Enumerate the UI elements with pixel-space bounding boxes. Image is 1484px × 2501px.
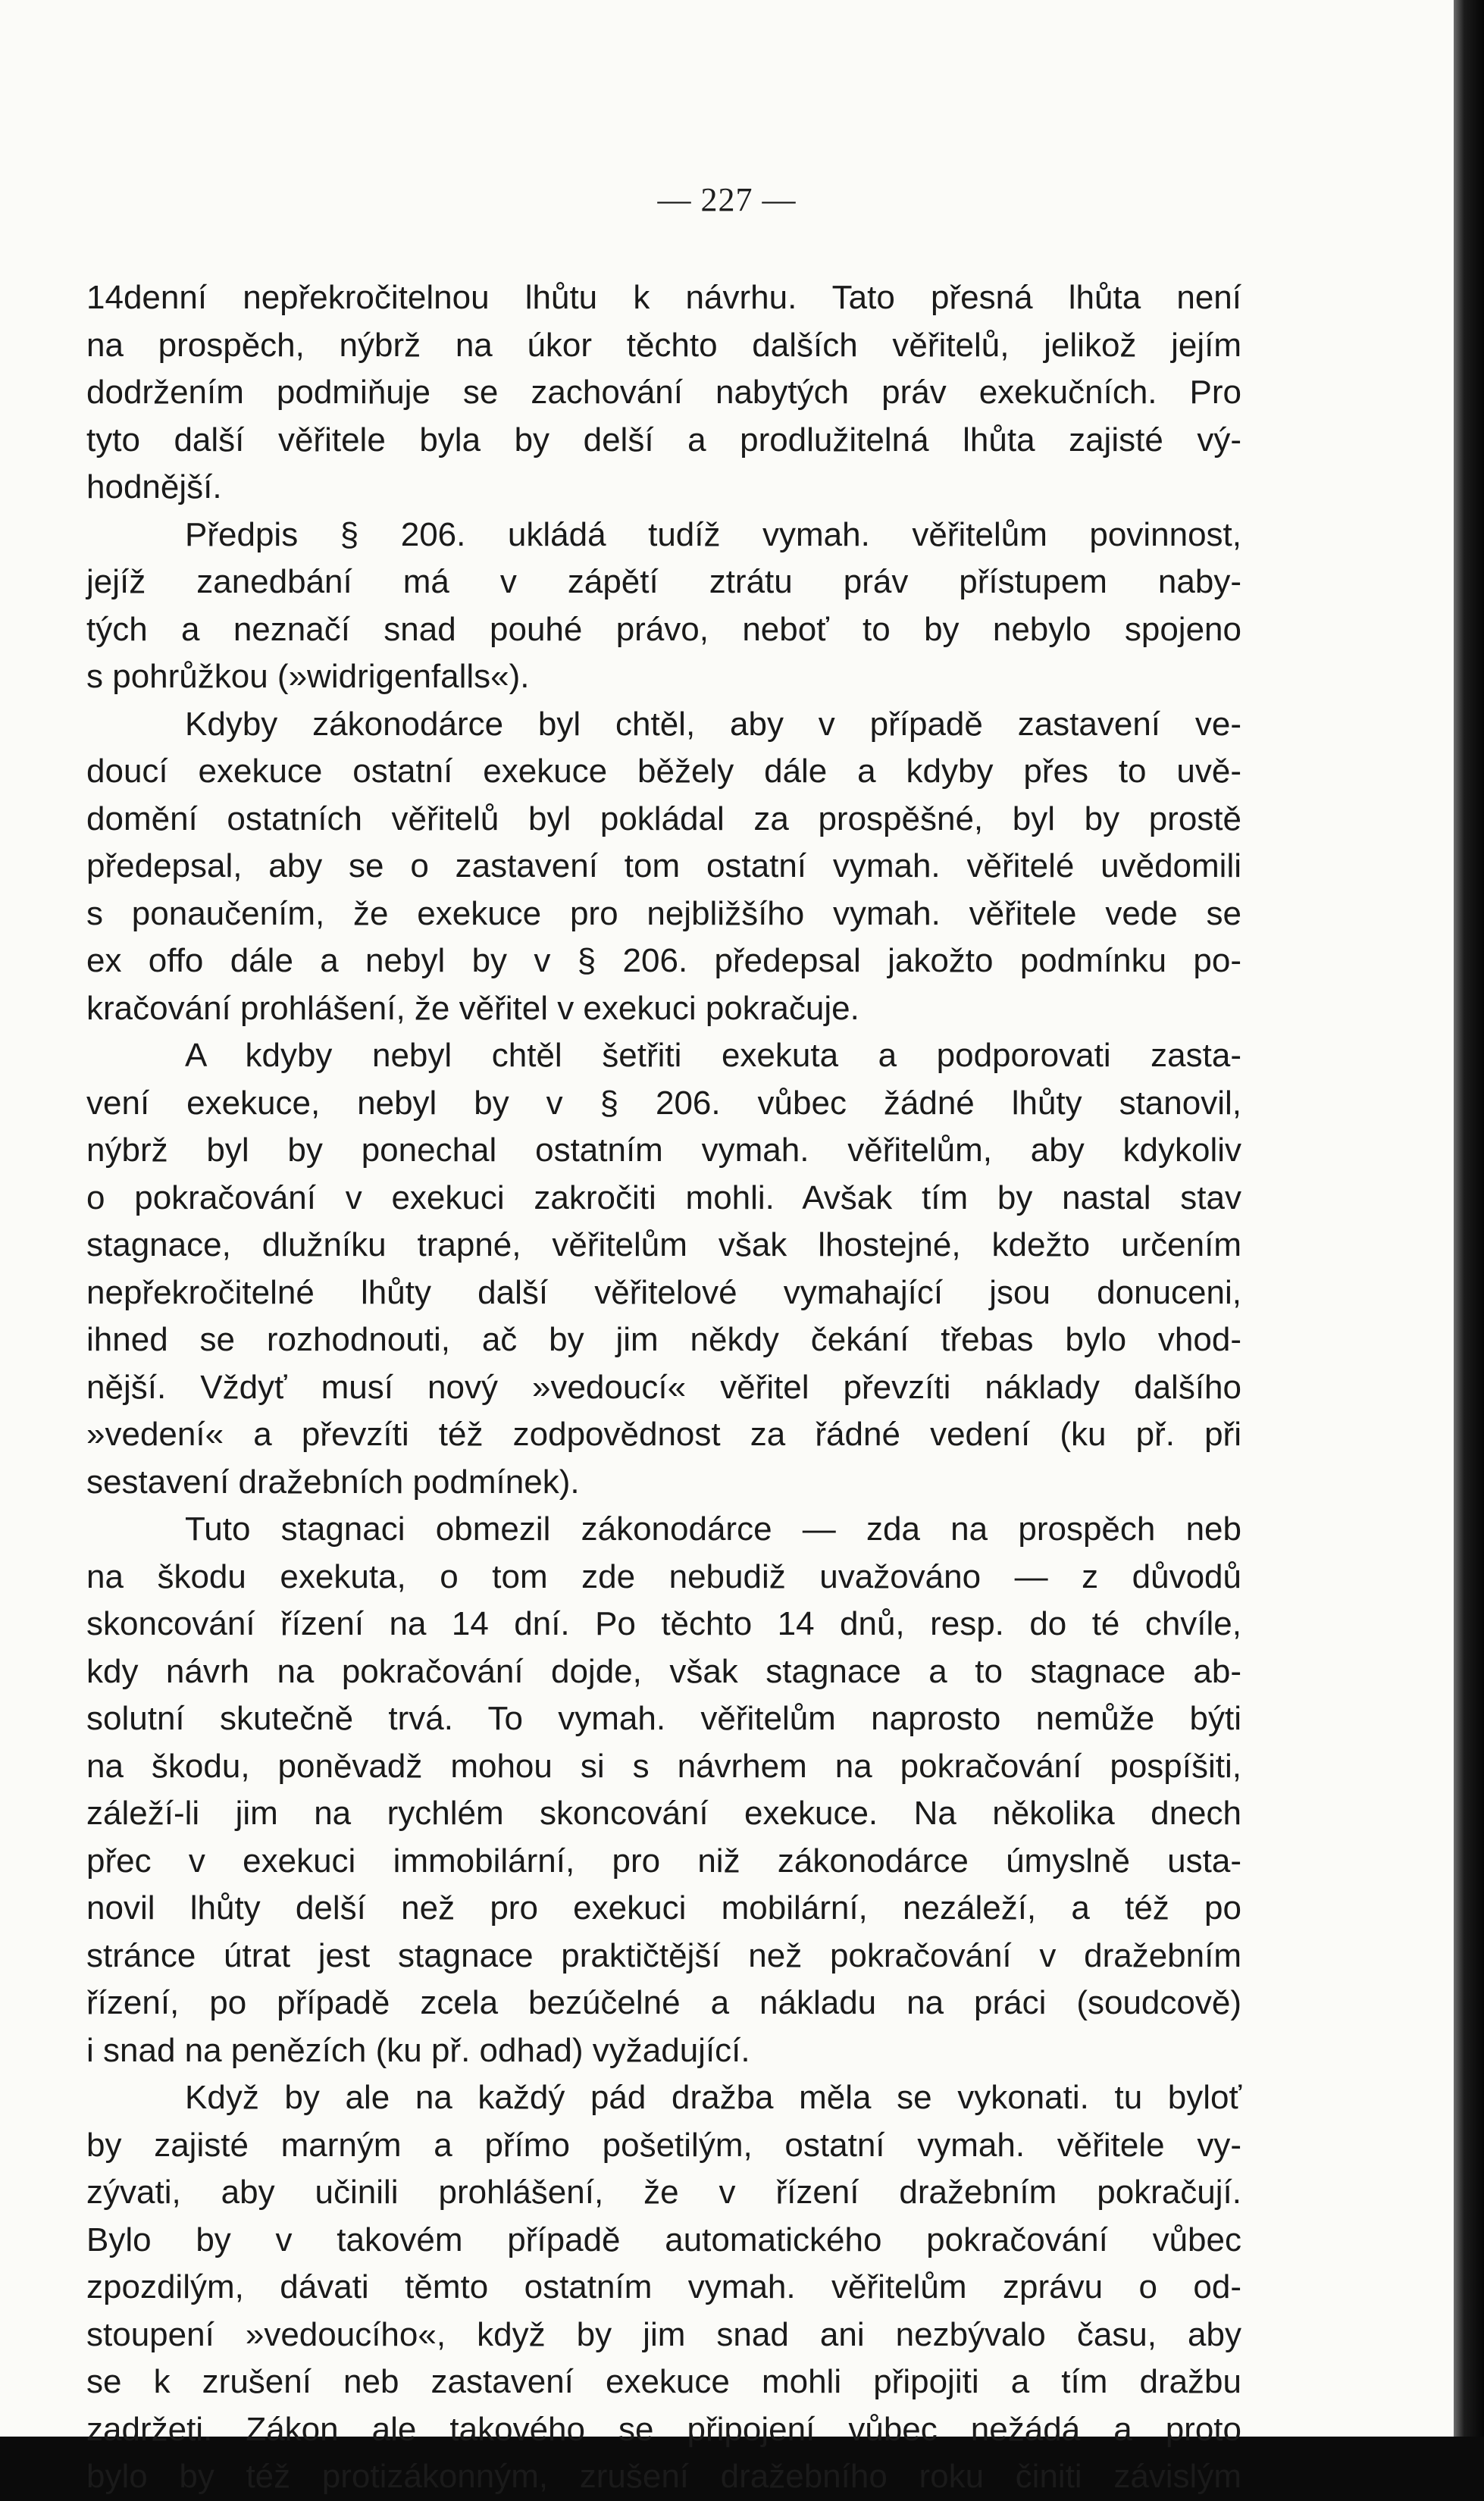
text-line: A kdyby nebyl chtěl šetřiti exekuta a podporovati zasta- — [185, 1037, 1241, 1074]
text-line: stagnace, dlužníku trapné, věřitelům však lhostejné, kdežto určením — [86, 1226, 1241, 1263]
text-line: tých a neznačí snad pouhé právo, neboť to by nebylo spojeno — [86, 610, 1241, 648]
text-line: o pokračování v exekuci zakročiti mohli. Avšak tím by nastal stav — [86, 1179, 1241, 1216]
body-text — [86, 274, 1241, 2501]
text-line: Tuto stagnaci obmezil zákonodárce — zda na prospěch neb — [185, 1510, 1241, 1548]
text-line: sestavení dražebních podmínek). — [86, 1463, 580, 1501]
text-line: bylo by též protizákonným, zrušení dražebního roku činiti závislým — [86, 2458, 1241, 2495]
text-line: ihned se rozhodnouti, ač by jim někdy čekání třebas bylo vhod- — [86, 1321, 1241, 1358]
text-line: hodnější. — [86, 468, 222, 506]
text-line: novil lhůty delší než pro exekuci mobilární, nezáleží, a též po — [86, 1889, 1241, 1927]
text-line: stránce útrat jest stagnace praktičtější než pokračování v dražebním — [86, 1936, 1241, 1974]
text-line: doucí exekuce ostatní exekuce běžely dále a kdyby přes to uvě- — [86, 753, 1241, 790]
text-line: Kdyby zákonodárce byl chtěl, aby v případě zastavení ve- — [185, 705, 1241, 743]
text-line: na škodu exekuta, o tom zde nebudiž uvažováno — z důvodů — [86, 1557, 1241, 1595]
text-line: Když by ale na každý pád dražba měla se vykonati. tu byloť — [185, 2079, 1241, 2116]
text-line: »vedení« a převzíti též zodpovědnost za řádné vedení (ku př. při — [86, 1416, 1241, 1453]
text-line: kdy návrh na pokračování dojde, však stagnace a to stagnace ab- — [86, 1652, 1241, 1690]
text-line: Předpis § 206. ukládá tudíž vymah. věřitelům povinnost, — [185, 515, 1241, 553]
text-line: kračování prohlášení, že věřitel v exekuci pokračuje. — [86, 989, 859, 1027]
page-number: — 227 — — [657, 181, 797, 218]
text-line: s ponaučením, že exekuce pro nejbližšího vymah. věřitele vede se — [86, 894, 1241, 932]
text-line: s pohrůžkou (»widrigenfalls«). — [86, 658, 530, 695]
text-line: solutní skutečně trvá. To vymah. věřitelům naprosto nemůže býti — [86, 1700, 1241, 1737]
text-line: na prospěch, nýbrž na úkor těchto dalších věřitelů, jelikož jejím — [86, 326, 1241, 364]
text-line: 14denní nepřekročitelnou lhůtu k návrhu. Tato přesná lhůta není — [86, 279, 1241, 316]
page-binding-edge — [1454, 0, 1484, 2437]
text-line: vení exekuce, nebyl by v § 206. vůbec žádné lhůty stanovil, — [86, 1084, 1241, 1122]
text-line: dodržením podmiňuje se zachování nabytých práv exekučních. Pro — [86, 374, 1241, 411]
text-line: skoncování řízení na 14 dní. Po těchto 14 dnů, resp. do té chvíle, — [86, 1605, 1241, 1642]
text-line: přec v exekuci immobilární, pro niž zákonodárce úmyslně usta- — [86, 1842, 1241, 1880]
text-line: stoupení »vedoucího«, když by jim snad ani nezbývalo času, aby — [86, 2315, 1241, 2353]
text-line: zpozdilým, dávati těmto ostatním vymah. věřitelům zprávu o od- — [86, 2268, 1241, 2305]
text-line: tyto další věřitele byla by delší a prodlužitelná lhůta zajisté vý- — [86, 421, 1241, 459]
text-line: záleží-li jim na rychlém skoncování exekuce. Na několika dnech — [86, 1795, 1241, 1832]
text-line: Bylo by v takovém případě automatického pokračování vůbec — [86, 2221, 1241, 2258]
text-line: řízení, po případě zcela bezúčelné a nákladu na práci (soudcově) — [86, 1984, 1241, 2021]
text-line: se k zrušení neb zastavení exekuce mohli připojiti a tím dražbu — [86, 2363, 1241, 2400]
text-line: jejíž zanedbání má v zápětí ztrátu práv přístupem naby- — [86, 563, 1241, 600]
text-line: domění ostatních věřitelů byl pokládal za prospěšné, byl by prostě — [86, 800, 1241, 837]
text-line: i snad na penězích (ku př. odhad) vyžadující. — [86, 2031, 750, 2069]
text-line: zývati, aby učinili prohlášení, že v řízení dražebním pokračují. — [86, 2174, 1241, 2211]
text-line: nější. Vždyť musí nový »vedoucí« věřitel převzíti náklady dalšího — [86, 1368, 1241, 1406]
text-line: by zajisté marným a přímo pošetilým, ostatní vymah. věřitele vy- — [86, 2126, 1241, 2164]
text-line: na škodu, poněvadž mohou si s návrhem na pokračování pospíšiti, — [86, 1747, 1241, 1785]
text-line: nýbrž byl by ponechal ostatním vymah. věřitelům, aby kdykoliv — [86, 1132, 1241, 1169]
text-line: předepsal, aby se o zastavení tom ostatní vymah. věřitelé uvědomili — [86, 847, 1241, 884]
text-line: zadržeti. Zákon ale takového se připojení vůbec nežádá a proto — [86, 2410, 1241, 2448]
text-line: nepřekročitelné lhůty další věřitelové vymahající jsou donuceni, — [86, 1273, 1241, 1311]
text-line: ex offo dále a nebyl by v § 206. předepsal jakožto podmínku po- — [86, 942, 1241, 979]
